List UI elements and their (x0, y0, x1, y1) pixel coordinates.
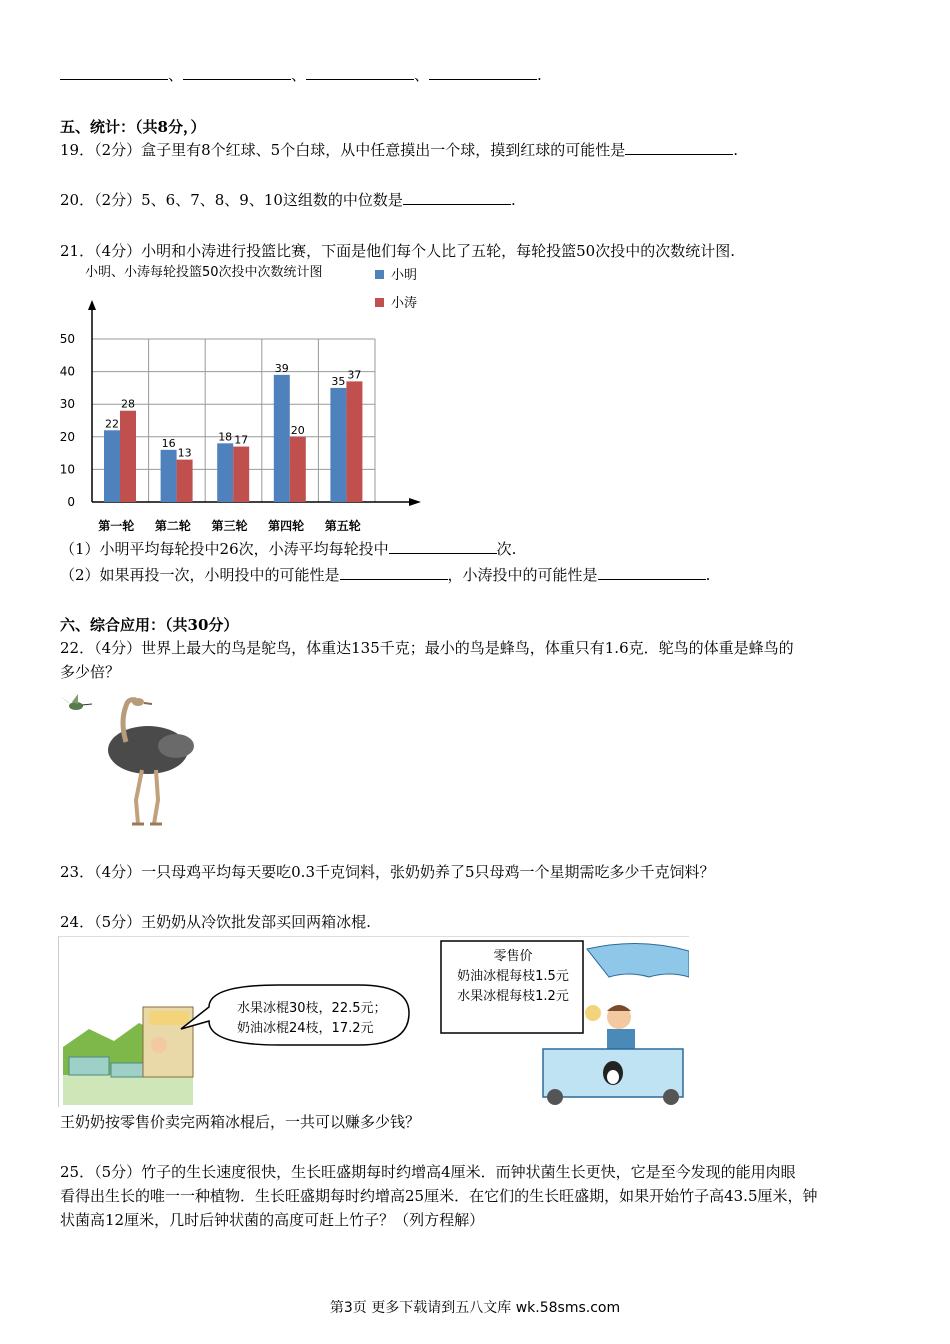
x-tick-label: 第一轮 (98, 519, 135, 533)
answer-blank[interactable] (340, 565, 448, 580)
bar-xiaotao (233, 447, 249, 502)
data-label: 22 (105, 417, 119, 431)
data-label: 20 (290, 423, 305, 437)
y-tick-label: 30 (59, 397, 75, 412)
bar-xiaotao (177, 460, 193, 502)
ostrich-icon (108, 698, 194, 824)
bar-xiaoming (274, 375, 290, 502)
bar-xiaotao (346, 381, 362, 502)
data-label: 18 (218, 430, 233, 444)
y-tick-label: 20 (59, 429, 75, 444)
question-21: 21．（4分）小明和小涛进行投篮比赛，下面是他们每个人比了五轮，每轮投篮50次投中的次数统计图. (60, 242, 735, 260)
question-24-ask: 王奶奶按零售价卖完两箱冰棍后，一共可以赚多少钱？ (60, 1113, 421, 1131)
answer-blank[interactable] (598, 565, 706, 580)
retail-price-sign: 零售价 奶油冰棍每枝1.5元 水果冰棍每枝1.2元 (457, 949, 569, 1004)
x-tick-label: 第五轮 (324, 519, 361, 533)
answer-blank[interactable] (183, 65, 291, 80)
data-label: 13 (177, 446, 192, 460)
y-tick-label: 50 (59, 332, 75, 346)
speech-bubble-text: 水果冰棍30枝，22.5元； 奶油冰棍24枝，17.2元 (237, 1001, 387, 1036)
x-tick-label: 第三轮 (211, 519, 248, 533)
legend-swatch (375, 270, 384, 279)
question-21-sub2: （2）如果再投一次，小明投中的可能性是 ，小涛投中的可能性是 . (60, 566, 711, 584)
legend-label: 小明 (391, 268, 418, 283)
page-footer: 第3页 更多下载请到五八文库 wk.58sms.com (329, 1300, 621, 1316)
answer-blank[interactable] (403, 190, 511, 205)
x-tick-label: 第二轮 (154, 519, 191, 533)
question-22-line1: 22．（4分）世界上最大的鸟是鸵鸟，体重达135千克；最小的鸟是蜂鸟，体重只有1.6克．鸵鸟的体重是蜂鸟的 (60, 639, 794, 657)
question-25-line3: 状菌高12厘米，几时后钟状菌的高度可赶上竹子？（列方程解） (60, 1211, 485, 1229)
question-25-line1: 25．（5分）竹子的生长速度很快，生长旺盛期每时约增高4厘米．而钟状菌生长更快，它是至今发现的能用肉眼 (60, 1163, 796, 1181)
answer-blank[interactable] (625, 140, 733, 155)
bar-chart (55, 262, 435, 542)
y-tick-label: 10 (59, 462, 75, 477)
question-21-sub1: （1）小明平均每轮投中26次，小涛平均每轮投中 次. (60, 540, 517, 558)
answer-blank[interactable] (389, 539, 497, 554)
bar-xiaoming (104, 430, 120, 502)
data-label: 37 (347, 368, 362, 382)
top-blanks-line: 、 、 、 . (60, 64, 542, 85)
hummingbird-icon (60, 694, 92, 710)
question-25-line2: 看得出生长的唯一一种植物．生长旺盛期每时约增高25厘米．在它们的生长旺盛期，如果开始竹子高43.5厘米，钟 (60, 1187, 818, 1205)
bar-xiaotao (290, 437, 306, 502)
y-axis-arrow (88, 300, 96, 310)
question-24: 24．（5分）王奶奶从冷饮批发部买回两箱冰棍. (60, 913, 371, 931)
bar-xiaotao (120, 411, 136, 502)
x-axis-arrow (409, 498, 421, 506)
bar-xiaoming (330, 388, 346, 502)
answer-blank[interactable] (429, 65, 537, 80)
section-6-title: 六、综合应用：（共30分） (60, 616, 239, 634)
data-label: 16 (161, 436, 176, 450)
chart-title: 小明、小涛每轮投篮50次投中次数统计图 (85, 265, 323, 280)
bar-xiaoming (217, 443, 233, 502)
y-tick-label: 0 (67, 495, 75, 509)
legend-label: 小涛 (391, 296, 418, 311)
x-tick-label: 第四轮 (268, 519, 305, 533)
question-23: 23．（4分）一只母鸡平均每天要吃0.3千克饲料，张奶奶养了5只母鸡一个星期需吃多少千克饲料？ (60, 863, 715, 881)
data-label: 17 (234, 433, 249, 447)
question-19: 19．（2分）盒子里有8个红球、5个白球，从中任意摸出一个球，摸到红球的可能性是 . (60, 141, 739, 159)
bar-xiaoming (161, 450, 177, 502)
data-label: 28 (121, 397, 135, 411)
data-label: 35 (331, 374, 346, 388)
section-5-title: 五、统计：（共8分，） (60, 118, 206, 136)
ice-cream-illustration (58, 936, 689, 1107)
answer-blank[interactable] (306, 65, 414, 80)
legend-swatch (375, 298, 384, 307)
answer-blank[interactable] (60, 65, 168, 80)
question-20: 20．（2分）5、6、7、8、9、10这组数的中位数是 . (60, 191, 516, 209)
question-22-line2: 多少倍？ (60, 663, 121, 681)
y-tick-label: 40 (59, 364, 75, 379)
ostrich-hummingbird-illustration (58, 692, 208, 832)
data-label: 39 (274, 361, 289, 375)
